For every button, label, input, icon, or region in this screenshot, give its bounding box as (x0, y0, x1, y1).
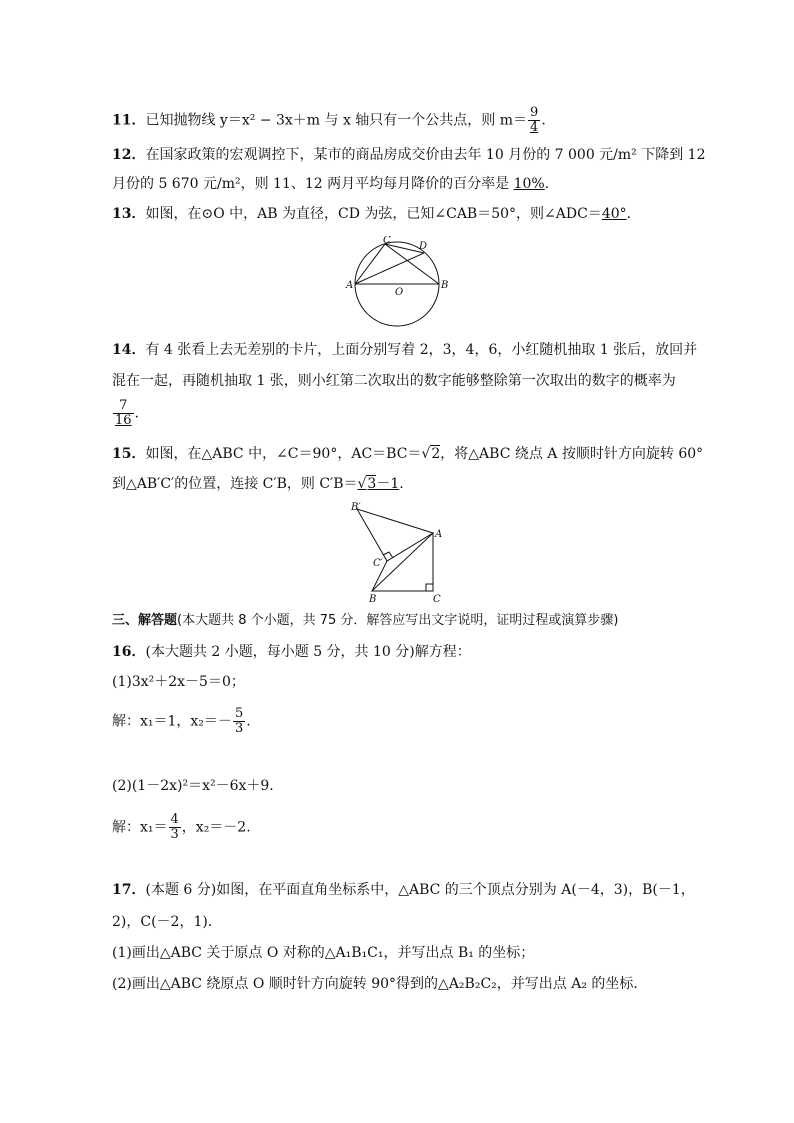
question-text: (本题 6 分)如图，在平面直角坐标系中，△ABC 的三个顶点分别为 A(－4，3)，B(－1， (145, 882, 695, 898)
fraction-numerator: 5 (234, 706, 244, 721)
triangle-ab1c1 (357, 509, 433, 561)
question-text: 如图，在⊙O 中，AB 为直径，CD 为弦，已知∠CAB＝50°，则∠ADC＝ (145, 206, 602, 222)
question-14-line-2 (112, 371, 676, 391)
question-16-intro (112, 642, 471, 662)
sqrt-symbol: √ (357, 476, 367, 492)
label-c: C (383, 236, 391, 246)
question-12-line-2 (112, 174, 549, 194)
answer: 10% (513, 176, 545, 192)
question-17-line-2 (112, 912, 222, 932)
fraction-numerator: 4 (170, 812, 179, 827)
answer-rest: －1 (376, 476, 400, 492)
question-16-solution-2 (112, 813, 251, 842)
question-16-part-2 (112, 776, 274, 796)
fraction-denominator: 3 (170, 827, 179, 842)
question-17-part-2 (112, 974, 647, 994)
solution-text: 解：x₁＝ (112, 819, 168, 836)
question-text: 已知抛物线 y＝x² − 3x＋m 与 x 轴只有一个公共点，则 m＝ (145, 112, 528, 129)
question-14-line-1 (112, 340, 697, 360)
answer-fraction (113, 399, 134, 428)
question-11 (112, 106, 546, 135)
question-text: 在国家政策的宏观调控下，某市的商品房成交价由去年 10 月份的 7 000 元/m² 下降到 12 (145, 147, 706, 163)
question-text: 2)，C(－2，1)． (112, 914, 222, 930)
label-a: A (435, 529, 443, 540)
solution-text: 解：x₁＝1，x₂＝－ (112, 713, 232, 730)
answer-fraction (528, 106, 540, 135)
question-text: 混在一起，再随机抽取 1 张，则小红第二次取出的数字能够整除第一次取出的数字的概率为 (112, 373, 676, 389)
punctuation: . (544, 176, 550, 192)
question-text: 月份的 5 670 元/m²，则 11、12 两月平均每月降价的百分率是 (112, 176, 514, 192)
question-number: 15． (112, 446, 146, 462)
question-17-line-1 (112, 880, 695, 900)
circle-diagram (345, 236, 450, 330)
fraction-denominator: 3 (234, 721, 244, 736)
question-16-solution-1 (112, 707, 251, 736)
question-text: (本大题共 2 小题，每小题 5 分，共 10 分)解方程： (145, 644, 471, 660)
sqrt-symbol: √ (421, 446, 431, 462)
sqrt-value: 2 (431, 446, 441, 462)
section-description: (本大题共 8 个小题，共 75 分．解答应写出文字说明，证明过程或演算步骤) (177, 613, 619, 628)
solution-fraction (169, 813, 181, 842)
punctuation: . (399, 476, 404, 492)
section-header (112, 611, 619, 631)
fraction-denominator: 4 (530, 120, 539, 135)
solution-text: ，x₂＝－2. (181, 819, 251, 836)
question-number: 17． (112, 882, 146, 898)
punctuation: . (134, 405, 139, 422)
question-16-part-1 (112, 672, 245, 692)
punctuation: . (626, 206, 632, 222)
question-15-line-1 (112, 444, 703, 464)
question-12-line-1 (112, 145, 706, 165)
question-text: 有 4 张看上去无差别的卡片，上面分别写着 2，3，4，6，小红随机抽取 1 张后，放回并 (145, 342, 698, 358)
answer (358, 475, 400, 492)
question-number: 12． (112, 147, 146, 163)
question-13 (112, 204, 631, 224)
label-d: D (419, 241, 428, 252)
answer: 40° (601, 206, 627, 222)
question-text: (1)画出△ABC 关于原点 O 对称的△A₁B₁C₁，并写出点 B₁ 的坐标； (112, 945, 535, 961)
label-b: B (369, 594, 377, 605)
question-17-part-1 (112, 943, 534, 963)
fraction-numerator: 9 (530, 105, 539, 120)
question-text: 到△AB′C′的位置，连接 C′B，则 C′B＝ (112, 476, 358, 492)
question-text: 如图，在△ABC 中，∠C＝90°，AC＝BC＝ (145, 446, 422, 462)
equation: (1)3x²＋2x－5＝0； (112, 674, 245, 690)
label-c: C (433, 594, 441, 605)
chord-ad (355, 253, 424, 284)
question-14-answer (112, 399, 139, 428)
question-text: ，将△ABC 绕点 A 按顺时针方向旋转 60° (440, 446, 704, 462)
triangle-diagram (345, 500, 445, 606)
fraction-denominator: 16 (115, 413, 132, 428)
question-number: 13． (112, 206, 146, 222)
question-number: 11． (112, 112, 146, 129)
section-title: 三、解答题 (112, 613, 178, 628)
question-number: 14． (112, 342, 146, 358)
punctuation: . (246, 713, 251, 730)
question-number: 16． (112, 644, 146, 660)
sqrt-value: 3 (367, 476, 377, 492)
solution-fraction (233, 707, 245, 736)
equation: (2)(1－2x)²＝x²－6x＋9. (112, 778, 274, 794)
right-angle-c (426, 584, 433, 591)
punctuation: . (541, 112, 546, 129)
question-text: (2)画出△ABC 绕原点 O 顺时针方向旋转 90°得到的△A₂B₂C₂，并写出点 A₂ 的坐标． (112, 976, 648, 992)
label-b: B (441, 280, 449, 291)
label-o: O (395, 287, 404, 298)
question-15-line-2 (112, 474, 404, 494)
label-a: A (346, 280, 354, 291)
label-b-prime: B′ (351, 502, 361, 513)
label-c-prime: C′ (373, 558, 383, 569)
fraction-numerator: 7 (119, 398, 128, 413)
